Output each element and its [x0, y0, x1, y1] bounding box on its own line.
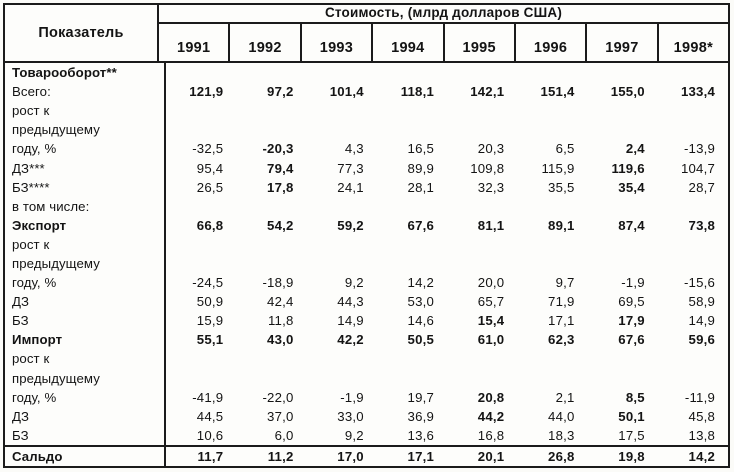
value-cell	[166, 101, 236, 120]
value-cell	[658, 349, 728, 368]
value-cell: 35,4	[618, 179, 645, 195]
value-cell: 77,3	[337, 160, 364, 176]
value-cell: 67,6	[618, 332, 645, 348]
value-cell	[588, 369, 658, 388]
value-cell	[517, 101, 587, 120]
value-cell: 9,2	[344, 275, 364, 291]
table-row	[5, 158, 728, 177]
table-row	[5, 178, 728, 197]
table-row	[5, 101, 728, 120]
value-cell: 17,8	[267, 179, 294, 195]
value-cell: 10,6	[196, 427, 224, 443]
row-label: в том числе:	[5, 197, 166, 216]
value-cell: 9,7	[555, 275, 575, 291]
value-cell: 17,1	[548, 313, 575, 329]
statistics-table	[3, 3, 730, 468]
value-cell: 59,2	[337, 217, 364, 233]
value-cell: -1,9	[340, 389, 364, 405]
table-row	[5, 349, 728, 368]
value-cell	[447, 235, 517, 254]
value-cell	[236, 254, 306, 273]
value-cell: 50,5	[407, 332, 434, 348]
value-cell	[377, 63, 447, 82]
value-cell: 20,3	[477, 141, 505, 157]
value-cell	[658, 235, 728, 254]
value-cell	[517, 349, 587, 368]
value-cell	[658, 101, 728, 120]
value-cell: 26,8	[548, 448, 575, 464]
value-cell: 16,8	[477, 427, 505, 443]
value-cell: -13,9	[683, 141, 715, 157]
table-row	[5, 63, 728, 82]
value-cell	[307, 197, 377, 216]
value-cell	[236, 120, 306, 139]
value-columns-header	[159, 5, 728, 61]
value-cell: 16,5	[407, 141, 434, 157]
value-cell: 44,2	[477, 408, 505, 424]
table-row	[5, 292, 728, 311]
value-cell: 42,4	[267, 294, 294, 310]
value-cell: 45,8	[688, 408, 715, 424]
value-cell: 14,9	[337, 313, 364, 329]
value-cell: 15,9	[196, 313, 224, 329]
value-cell	[588, 63, 658, 82]
value-cell	[588, 235, 658, 254]
value-cell: 17,5	[618, 427, 645, 443]
value-cell: 89,9	[407, 160, 434, 176]
value-cell	[658, 369, 728, 388]
year-header: 1993	[302, 24, 373, 61]
value-cell: 6,0	[274, 427, 294, 443]
value-cell	[236, 235, 306, 254]
value-cell	[658, 197, 728, 216]
value-cell: 35,5	[548, 179, 575, 195]
table-row	[5, 369, 728, 388]
value-cell	[166, 254, 236, 273]
value-cell	[166, 369, 236, 388]
value-cell: 55,1	[196, 332, 224, 348]
value-cell	[588, 101, 658, 120]
value-cell	[236, 349, 306, 368]
value-cell	[236, 369, 306, 388]
year-header: 1998*	[673, 40, 714, 56]
year-header: 1996	[516, 24, 587, 61]
value-cell: 18,3	[548, 427, 575, 443]
value-cell: 119,6	[611, 160, 645, 176]
value-cell	[588, 254, 658, 273]
value-cell: 44,5	[196, 408, 224, 424]
value-cell: 32,3	[477, 179, 505, 195]
value-cell	[166, 120, 236, 139]
value-cell: 71,9	[548, 294, 575, 310]
value-cell: 28,7	[688, 179, 715, 195]
table-row	[5, 82, 728, 101]
value-cell	[447, 369, 517, 388]
value-cell: 37,0	[267, 408, 294, 424]
value-cell	[377, 101, 447, 120]
value-cell: 20,0	[477, 275, 505, 291]
value-cell: 17,1	[407, 448, 434, 464]
value-cell: 6,5	[555, 141, 575, 157]
value-cell	[447, 197, 517, 216]
years-row	[159, 24, 728, 61]
value-cell	[517, 120, 587, 139]
row-label: Экспорт	[5, 216, 166, 235]
value-cell: 142,1	[470, 84, 505, 100]
value-cell: 97,2	[267, 84, 294, 100]
value-cell: 67,6	[407, 217, 434, 233]
value-cell	[236, 101, 306, 120]
row-label: предыдущему	[5, 120, 166, 139]
value-cell: 26,5	[196, 179, 224, 195]
value-cell: -32,5	[192, 141, 224, 157]
value-cell	[447, 349, 517, 368]
value-cell: 151,4	[540, 84, 575, 100]
value-cell: -41,9	[192, 389, 224, 405]
year-header: 1997	[587, 24, 658, 61]
value-cell: 69,5	[618, 294, 645, 310]
value-cell: 59,6	[688, 332, 715, 348]
year-header: 1991	[159, 24, 230, 61]
row-label: рост к	[5, 101, 166, 120]
table-row	[5, 254, 728, 273]
value-cell: 36,9	[407, 408, 434, 424]
value-cell: 19,7	[407, 389, 434, 405]
value-cell: 58,9	[688, 294, 715, 310]
row-label: году, %	[5, 388, 166, 407]
row-label: ДЗ***	[5, 158, 166, 177]
value-cell	[166, 197, 236, 216]
value-cell: 4,3	[344, 141, 364, 157]
indicator-column-header: Показатель	[5, 5, 159, 61]
value-cell	[377, 120, 447, 139]
row-label: Товарооборот**	[5, 63, 166, 82]
value-cell: 14,6	[407, 313, 434, 329]
row-label: рост к	[5, 349, 166, 368]
value-cell: 11,2	[267, 448, 294, 464]
value-cell: 133,4	[680, 84, 715, 100]
value-cell: 15,4	[477, 313, 505, 329]
table-row	[5, 388, 728, 407]
value-cell: 20,1	[477, 448, 505, 464]
value-cell: 17,9	[618, 313, 645, 329]
table-row	[5, 445, 728, 466]
value-cell	[447, 63, 517, 82]
row-label: БЗ****	[5, 178, 166, 197]
value-cell	[588, 349, 658, 368]
value-cell	[377, 369, 447, 388]
table-row	[5, 120, 728, 139]
value-cell: 2,1	[555, 389, 575, 405]
value-cell	[658, 63, 728, 82]
table-row	[5, 330, 728, 349]
value-cell	[447, 254, 517, 273]
value-cell: 2,4	[625, 141, 645, 157]
value-cell	[236, 63, 306, 82]
value-cell	[377, 254, 447, 273]
value-cell: 9,2	[344, 427, 364, 443]
value-cell: -18,9	[262, 275, 294, 291]
value-cell: 42,2	[337, 332, 364, 348]
value-cell: 54,2	[267, 217, 294, 233]
value-cell	[307, 120, 377, 139]
table-row	[5, 407, 728, 426]
value-cell	[307, 349, 377, 368]
value-cell	[307, 63, 377, 82]
value-cell: 43,0	[267, 332, 294, 348]
value-cell	[377, 235, 447, 254]
value-cell: 13,6	[407, 427, 434, 443]
value-cell: 28,1	[407, 179, 434, 195]
row-label: Всего:	[5, 82, 166, 101]
row-label: предыдущему	[5, 369, 166, 388]
value-cell: 121,9	[189, 84, 224, 100]
value-cell	[517, 235, 587, 254]
value-cell: 14,2	[407, 275, 434, 291]
value-cell: 101,4	[329, 84, 364, 100]
row-label: ДЗ	[5, 407, 166, 426]
value-cell: 62,3	[548, 332, 575, 348]
value-cell	[377, 349, 447, 368]
table-row	[5, 216, 728, 235]
value-cell: 19,8	[618, 448, 645, 464]
value-cell: 50,9	[196, 294, 224, 310]
value-cell: 14,2	[688, 448, 715, 464]
value-cell: 17,0	[337, 448, 364, 464]
value-cell	[307, 369, 377, 388]
value-cell	[517, 369, 587, 388]
value-cell: -1,9	[621, 275, 645, 291]
table-row	[5, 311, 728, 330]
table-header	[5, 5, 728, 63]
value-cell	[658, 120, 728, 139]
value-cell: 61,0	[477, 332, 505, 348]
value-cell: -20,3	[262, 141, 294, 157]
table-row	[5, 273, 728, 292]
value-cell: 118,1	[400, 84, 434, 100]
value-cell	[307, 235, 377, 254]
value-cell	[517, 254, 587, 273]
value-cell	[588, 120, 658, 139]
value-cell	[447, 101, 517, 120]
value-cell: 24,1	[337, 179, 364, 195]
value-cell	[517, 63, 587, 82]
row-label: БЗ	[5, 426, 166, 445]
value-cell	[236, 197, 306, 216]
value-cell: 11,7	[197, 448, 224, 464]
value-cell: 8,5	[625, 389, 645, 405]
value-cell: 20,8	[477, 389, 505, 405]
value-cell	[166, 63, 236, 82]
value-cell: -24,5	[192, 275, 224, 291]
value-cell	[517, 197, 587, 216]
row-label: году, %	[5, 273, 166, 292]
value-cell: 11,8	[268, 313, 294, 329]
value-cell: 87,4	[618, 217, 645, 233]
value-cell	[588, 197, 658, 216]
table-row	[5, 235, 728, 254]
value-cell: 44,3	[337, 294, 364, 310]
row-label: предыдущему	[5, 254, 166, 273]
year-header: 1995	[445, 24, 516, 61]
row-label: БЗ	[5, 311, 166, 330]
row-label: ДЗ	[5, 292, 166, 311]
spanning-header: Стоимость, (млрд долларов США)	[159, 5, 728, 24]
value-cell: 115,9	[541, 160, 575, 176]
value-cell: 33,0	[337, 408, 364, 424]
value-cell: 104,7	[680, 160, 715, 176]
value-cell	[447, 120, 517, 139]
value-cell: 13,8	[688, 427, 715, 443]
row-label: году, %	[5, 139, 166, 158]
value-cell: 53,0	[407, 294, 434, 310]
value-cell	[307, 254, 377, 273]
value-cell: 155,0	[610, 84, 645, 100]
value-cell: 44,0	[548, 408, 575, 424]
table-row	[5, 139, 728, 158]
value-cell: -11,9	[684, 389, 715, 405]
value-cell: 109,8	[470, 160, 505, 176]
table-body	[5, 63, 728, 466]
row-label: Импорт	[5, 330, 166, 349]
value-cell: 95,4	[196, 160, 224, 176]
value-cell	[658, 254, 728, 273]
value-cell: 89,1	[548, 217, 575, 233]
value-cell: 14,9	[688, 313, 715, 329]
value-cell: -15,6	[683, 275, 715, 291]
value-cell: 50,1	[618, 408, 645, 424]
row-label: рост к	[5, 235, 166, 254]
year-header: 1994	[373, 24, 444, 61]
year-header: 1992	[230, 24, 301, 61]
value-cell: -22,0	[262, 389, 294, 405]
value-cell: 65,7	[477, 294, 505, 310]
value-cell	[377, 197, 447, 216]
table-row	[5, 426, 728, 445]
value-cell	[166, 235, 236, 254]
value-cell: 81,1	[477, 217, 505, 233]
table-row	[5, 197, 728, 216]
value-cell: 73,8	[688, 217, 715, 233]
value-cell: 66,8	[196, 217, 224, 233]
value-cell	[307, 101, 377, 120]
value-cell	[166, 349, 236, 368]
value-cell: 79,4	[267, 160, 294, 176]
row-label: Сальдо	[5, 447, 166, 466]
